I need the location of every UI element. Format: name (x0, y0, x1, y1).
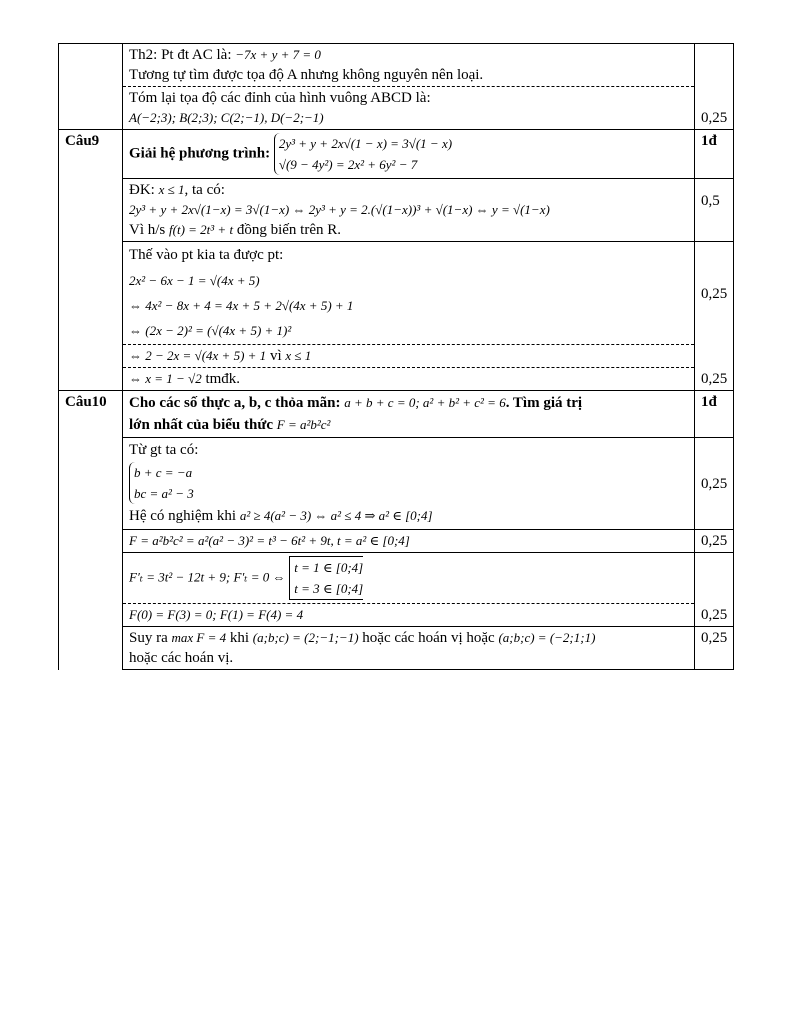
solution: ⇔ x = 1 − √2 (129, 371, 202, 386)
table-row (59, 438, 734, 530)
score-cell (695, 553, 734, 627)
because-text: vì (269, 348, 282, 364)
equation-line: ⇔ 4x² − 8x + 4 = 4x + 5 + 2√(4x + 5) + 1 (129, 298, 354, 313)
conclusion-text: hoặc các hoán vị hoặc (362, 630, 495, 646)
condition-tail: , ta có: (184, 182, 225, 198)
table-row (59, 627, 734, 670)
substitute-text: Thế vào pt kia ta được pt: (129, 247, 284, 263)
score-cell (695, 368, 734, 391)
score-cell (695, 242, 734, 368)
question-label: Câu9 (59, 130, 123, 391)
condition: x ≤ 1 (158, 182, 185, 197)
score: 0,25 (701, 370, 728, 387)
content-cell (123, 604, 695, 627)
th2-note: Tương tự tìm được tọa độ A nhưng không nguyên nên loại. (129, 67, 484, 83)
score-cell (695, 530, 734, 553)
equation-line: 2x² − 6x − 1 = √(4x + 5) (129, 273, 260, 288)
problem-text-3: lớn nhất của biểu thức (129, 417, 274, 433)
table-row (59, 130, 734, 179)
root-2: t = 3 ∈ [0;4] (294, 581, 364, 596)
th2-equation: −7x + y + 7 = 0 (235, 47, 321, 62)
vertex-coords: A(−2;3); B(2;3); C(2;−1), D(−2;−1) (129, 110, 324, 125)
mono-tail: đồng biến trên R. (236, 222, 341, 238)
content-cell (123, 179, 695, 242)
equation-system (129, 462, 194, 504)
score: 0,25 (701, 286, 728, 302)
roots-bracket (289, 556, 363, 600)
table-row (59, 345, 734, 368)
conclusion-tail: hoặc các hoán vị. (129, 650, 234, 666)
question-cell (59, 44, 123, 130)
root-1: t = 1 ∈ [0;4] (294, 560, 364, 575)
score: 0,25 (701, 607, 728, 623)
table-row (59, 553, 734, 604)
conclusion-text: Suy ra (129, 630, 168, 646)
equation-line: ⇔ 2 − 2x = √(4x + 5) + 1 (129, 348, 267, 363)
content-cell (123, 368, 695, 391)
objective-expression: F = a²b²c² (276, 417, 331, 432)
conclusion-text: khi (229, 630, 250, 646)
score: 0,25 (701, 630, 728, 646)
score: 0,25 (701, 475, 728, 492)
system-eq-2: bc = a² − 3 (134, 486, 194, 501)
score-cell (695, 438, 734, 530)
question-prompt: Giải hệ phương trình: (129, 145, 271, 162)
th2-label: Th2: Pt đt AC là: (129, 47, 232, 63)
points: 1đ (701, 133, 717, 149)
score: 0,25 (701, 110, 728, 126)
content-cell (123, 130, 695, 179)
table-row (59, 87, 734, 130)
table-row (59, 530, 734, 553)
problem-condition: a + b + c = 0; a² + b² + c² = 6 (344, 395, 506, 410)
content-cell (123, 44, 695, 87)
solution-tuple: (a;b;c) = (2;−1;−1) (252, 630, 359, 645)
system-eq-1: 2y³ + y + 2x√(1 − x) = 3√(1 − x) (278, 136, 453, 151)
score: 0,25 (701, 533, 728, 549)
points-cell (695, 391, 734, 438)
equation-line: ⇔ (2x − 2)² = (√(4x + 5) + 1)² (129, 323, 292, 338)
content-cell (123, 627, 695, 670)
system-eq-2: √(9 − 4y²) = 2x² + 6y² − 7 (278, 157, 418, 172)
condition-label: ĐK: (129, 182, 155, 198)
content-cell (123, 553, 695, 604)
content-cell (123, 242, 695, 345)
function-def: f(t) = 2t³ + t (169, 222, 234, 237)
score: 0,5 (701, 193, 720, 209)
answer-table (58, 43, 734, 670)
table-row (59, 604, 734, 627)
derivative: F′ₜ = 3t² − 12t + 9; F′ₜ = 0 ⇔ (129, 569, 286, 585)
points-cell (695, 130, 734, 179)
summary-text: Tóm lại tọa độ các đỉnh của hình vuông ABCD là: (129, 90, 431, 106)
problem-text: Cho các số thực a, b, c thỏa mãn: (129, 395, 341, 411)
table-row (59, 242, 734, 345)
question-label: Câu10 (59, 391, 123, 670)
equivalence-chain: 2y³ + y + 2x√(1−x) = 3√(1−x) ⇔ 2y³ + y = 2.(√(1−x))³ + √(1−x) ⇔ y = √(1−x) (129, 202, 550, 217)
function-values: F(0) = F(3) = 0; F(1) = F(4) = 4 (129, 607, 304, 622)
table-row (59, 44, 734, 87)
score-cell (695, 44, 734, 130)
equation-system (274, 133, 452, 175)
score-cell (695, 179, 734, 242)
max-value: max F = 4 (171, 630, 227, 645)
table-row (59, 368, 734, 391)
points: 1đ (701, 394, 717, 410)
solution-tuple: (a;b;c) = (−2;1;1) (498, 630, 596, 645)
solvable-text: Hệ có nghiệm khi (129, 508, 237, 524)
content-cell (123, 391, 695, 438)
score-cell (695, 627, 734, 670)
function-expression: F = a²b²c² = a²(a² − 3)² = t³ − 6t² + 9t, t = a² ∈ [0;4] (129, 533, 410, 548)
condition: x ≤ 1 (285, 348, 312, 363)
problem-text-2: . Tìm giá trị (505, 395, 583, 411)
solution-tail: tmđk. (205, 371, 241, 387)
content-cell (123, 438, 695, 530)
content-cell (123, 345, 695, 368)
table-row (59, 179, 734, 242)
table-row (59, 391, 734, 438)
content-cell (123, 87, 695, 130)
mono-text: Vì h/s (129, 222, 166, 238)
from-hypothesis: Từ gt ta có: (129, 442, 199, 458)
solvable-condition: a² ≥ 4(a² − 3) ⇔ a² ≤ 4 ⇒ a² ∈ [0;4] (239, 508, 433, 523)
content-cell (123, 530, 695, 553)
system-eq-1: b + c = −a (134, 465, 193, 480)
